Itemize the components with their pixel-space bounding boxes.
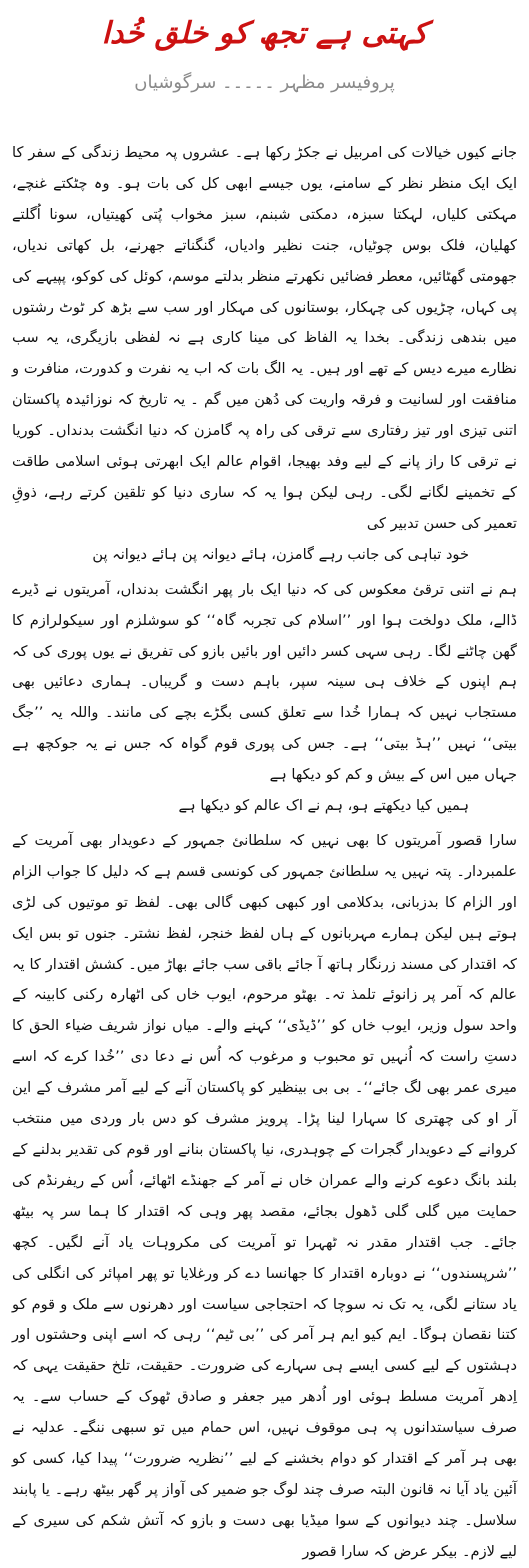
article-byline: پروفیسر مظہر ۔۔۔۔۔ سرگوشیاں (134, 72, 395, 93)
article-page (0, 14, 529, 1560)
verse-line-2: ہمیں کیا دیکھتے ہو، ہم نے اک عالم کو دیکھا ہے (178, 797, 469, 815)
paragraph-2: ہم نے اتنی ترقئ معکوس کی کہ دنیا ایک بار پھر انگشت بدنداں، آمریتوں نے ڈیرے ڈالے، ملک دولخت ہوا اور ’’اسلام کی تجربہ گاہ‘‘ کو سوشلزم اور سیکولرازم کا گھن چاٹنے لگا۔ رہی سہی کسر دائیں اور بائیں بازو کی تفریق نے یوں پوری کی کہ ہم اپنوں کے خلاف ہی سینہ سپر، باہم دست و گریباں۔ ہماری دعائیں بھی مستجاب نہیں کہ ہمارا خُدا سے تعلق کسی بگڑے بچے کی مانند۔ واللہ یہ ’’جگ بیتی‘‘ نہیں ’’ہڈ بیتی‘‘ ہے۔ جس کی پوری قوم گواہ کہ جس نے یہ جوکچھ ہے جہاں میں اس کے بیش و کم کو دیکھا ہے (12, 580, 517, 784)
verse-line-1: خود تباہی کی جانب رہے گامزن، ہائے دیوانہ پن ہائے دیوانہ پن (92, 545, 469, 563)
paragraph-1: جانے کیوں خیالات کی امربیل نے جکڑ رکھا ہے۔ عشروں پہ محیط زندگی کے سفر کا ایک ایک منظر نظر کے سامنے، یوں جیسے ابھی کل کی بات ہو۔ وہ چٹکتے غنچے، مہکتی کلیاں، لہکتا سبزہ، دمکتی شبنم، سبز مخواب پُتی کھیتیاں، سونا اُگلتے کھلیان، فلک بوس چوٹیاں، جنت نظیر وادیاں، گنگناتے جھرنے، بل کھاتی ندیاں، جھومتی گھٹائیں، معطر فضائیں نکھرتے منظر بدلتے موسم، کوئل کی کوکو، پپیہے کی پی کہاں، چڑیوں کی چہکار، بوستانوں کی مہکار اور سب سے بڑھ کر ٹوٹ رشتوں میں بندھی زندگی۔ بخدا یہ الفاظ کی مینا کاری ہے نہ لفظی بازیگری، یہ سب نظارے میرے دیس کے تھے اور ہیں۔ یہ الگ بات کہ اب یہ نفرت و کدورت، منافرت و منافقت اور لسانیت و فرقہ واریت کی دُھن میں گم ۔ یہ تاریخ کہ نوزائیدہ پاکستان اتنی تیزی اور تیز رفتاری سے ترقی کی راہ پہ گامزن کہ دنیا انگشت بدنداں۔ کوریا نے ترقی کا راز پانے کے لیے وفد بھیجا، اقوام عالم ایک ابھرتی ہوئی اسلامی طاقت کے تخمینے لگانے لگی۔ رہی لیکن ہوا یہ کہ ساری دنیا کو تلقین کرتے رہے، ذوقِ تعمیر کی حسن تدبیر کی (12, 144, 517, 532)
article-title: کہتی ہے تجھ کو خلق خُدا (101, 16, 428, 51)
paragraph-3: سارا قصور آمریتوں کا بھی نہیں کہ سلطانئ جمہور کے دعویدار بھی آمریت کے علمبردار۔ پتہ نہیں یہ سلطانئ جمہور کی کونسی قسم ہے کہ دلیل کا جواب الزام اور الزام کا بدزبانی، بدکلامی اور کبھی کبھی گالی بھی۔ لفظ تو موتیوں کی لڑی ہوتے ہیں لیکن ہمارے مہربانوں کے ہاں لفظ خنجر، لفظ نشتر۔ جنوں تو بس ایک کہ اقتدار کی مسند زرنگار ہاتھ آ جائے باقی سب جائے بھاڑ میں۔ کشش اقتدار کا یہ عالم کہ آمر پر زانوئے تلمذ تہ۔ بھٹو مرحوم، ایوب خاں کی اٹھارہ رکنی کابینہ کے واحد سول وزیر، ایوب خاں کو ’’ڈیڈی‘‘ کہنے والے۔ میاں نواز شریف ضیاء الحق کا دستِ راست کہ اُنہیں تو محبوب و مرغوب کہ اُس نے دعا دی ’’خُدا کرے کہ اسے میری عمر بھی لگ جائے‘‘۔ بی بی بینظیر کو پاکستان آنے کے لیے آمر مشرف کے این آر او کی چھتری کا سہارا لینا پڑا۔ پرویز مشرف کو دس بار وردی میں منتخب کروانے کے دعویدار گجرات کے چوہدری، نیا پاکستان بنانے اور قوم کی تقدیر بدلنے کے بلند بانگ دعوے کرنے والے عمران خاں نے آمر کے جھنڈے اٹھائے، اُس کے ریفرنڈم کی حمایت میں گلی گلی ڈھول بجائے، مقصد پھر وہی کہ اقتدار کا ہما سر پہ بیٹھ جائے۔ جب اقتدار مقدر نہ ٹھہرا تو آمریت کی مکروہات یاد آنے لگیں۔ کچھ ’’شرپسندوں‘‘ نے دوبارہ اقتدار کا جھانسا دے کر ورغلایا تو پھر امپائر کی انگلی کی یاد ستانے لگی، یہ تک نہ سوچا کہ احتجاجی سیاست اور دھرنوں سے ملک و قوم کو کتنا نقصان ہوگا۔ ایم کیو ایم ہر آمر کی ’’بی ٹیم‘‘ رہی کہ اسے اپنی وحشتوں اور دہشتوں کے لیے کسی ایسے ہی سہارے کی ضرورت۔ حقیقت، تلخ حقیقت یہی کہ اِدھر آمریت مسلط ہوئی اور اُدھر میر جعفر و صادق ٹھوک کے حساب سے۔ یہ صرف سیاستدانوں پہ ہی موقوف نہیں، اس حمام میں تو سبھی ننگے۔ عدلیہ نے بھی ہر آمر کے اقتدار کو دوام بخشنے کے لیے ’’نظریہ ضرورت‘‘ پیدا کیا، کسی کو آئین یاد آیا نہ قانون البتہ صرف چند لوگ جو ضمیر کی آواز پر گھر بیٹھ رہے۔ یا پابند سلاسل۔ چند دیوانوں کے سوا میڈیا بھی دست و بازو کہ آتش شکم کی سیری کے لیے لازم۔ بیکر عرض کہ سارا قصور (12, 831, 517, 1560)
article-body (12, 138, 517, 1560)
